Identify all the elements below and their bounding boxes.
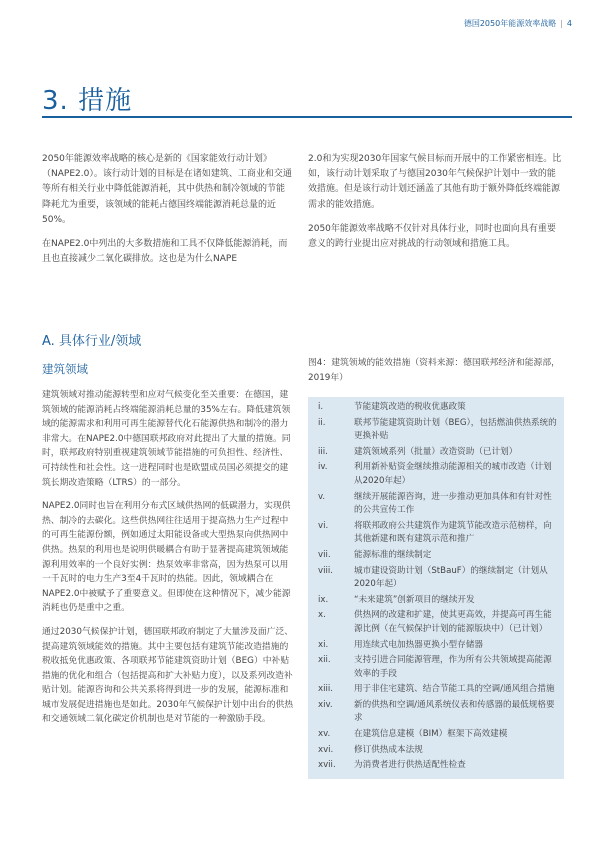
page-title: 3. 措施: [42, 86, 133, 116]
measure-item: [318, 491, 560, 518]
measure-item: [318, 609, 560, 636]
body-left-column: [42, 388, 294, 736]
measure-text: 在建筑信息建模（BIM）框架下高效建模: [354, 729, 508, 740]
measure-text: 用连续式电加热器更换小型存储器: [354, 639, 483, 650]
section-heading: A. 具体行业/领域: [42, 334, 142, 349]
measure-item: [318, 520, 560, 547]
measure-number: vii.: [318, 549, 331, 560]
intro-left-paragraph: 2050年能源效率战略的核心是新的《国家能效行动计划》（NAPE2.0）。该行动计划的目标是在诸如建筑、工商业和交通等所有相关行业中降低能源消耗，其中供热和制冷领域的节能降耗尤为重要，该领域的能耗占德国终端能源消耗总量的近50%。: [42, 154, 292, 225]
body-paragraph: 通过2030气候保护计划，德国联邦政府制定了大量涉及面广泛、提高建筑领域能效的措施。其中主要包括有建筑节能改造措施的税收抵免优惠政策、各项联邦节能建筑资助计划（BEG）中补贴措施的优化和组合（包括提高和扩大补贴力度），以及系列改造补贴计划。能源咨询和公共关系将得到进一步的发展，能源标准和城市发展促进措施也是如此。2030年气候保护计划中出台的供热和交通领域二氧化碳定价机制也是对节能的一种激励手段。: [42, 626, 294, 725]
measure-text: 节能建筑改造的税收优惠政策: [354, 402, 466, 412]
measure-item: [318, 549, 560, 563]
measure-item: [318, 728, 560, 742]
measure-text: 利用新补贴资金继续推动能源相关的城市改造（计划从2020年起）: [354, 462, 552, 486]
measure-text: 支持引进合同能源管理，作为所有公共领域提高能源效率的手段: [354, 655, 552, 679]
measure-number: vi.: [318, 520, 329, 531]
measure-number: xi.: [318, 639, 329, 650]
measure-number: xiv.: [318, 699, 333, 710]
measure-number: ii.: [318, 417, 326, 428]
measure-text: 能源标准的继续制定: [354, 549, 432, 560]
measure-item: [318, 639, 560, 653]
measure-number: x.: [318, 610, 326, 621]
intro-right-column: [308, 152, 564, 261]
measure-text: 城市建设资助计划（StBauF）的继续制定（计划从2020年起）: [354, 565, 548, 590]
intro-left-paragraph: 在NAPE2.0中列出的大多数措施和工具不仅降低能源消耗，而且也直接减少二氧化碳排放。这也是为什么NAPE: [42, 239, 288, 265]
measure-number: xiii.: [318, 684, 333, 695]
measure-item: [318, 744, 560, 758]
measure-item: [318, 401, 560, 415]
measure-number: xvii.: [318, 760, 336, 771]
measure-text: 建筑领域系列（批量）改造资助（已计划）: [354, 446, 518, 457]
measure-text: 修订供热成本法规: [354, 744, 423, 755]
measure-text: 将联邦政府公共建筑作为建筑节能改造示范榜样，向其他新建和既有建筑示范和推广: [354, 520, 552, 545]
header-separator: |: [560, 19, 563, 28]
body-paragraph: NAPE2.0同时也旨在利用分布式区域供热网的低碳潜力，实现供热、制冷的去碳化。这些供热网往往适用于提高热力生产过程中的可再生能源份额，例如通过太阳能设备或大型热泵向供热网中供热。热泵的利用也是说明供暖耦合有助于显著提高建筑领域能源利用效率的一个良好实例：热泵效率非常高，因为热泵可以用一千瓦时的电力生产3至4千瓦时的热能。因此，领域耦合在NAPE2.0中被赋予了重要意义。但即使在这种情况下，减少能源消耗也仍是重中之重。: [42, 501, 291, 614]
subsection-heading: 建筑领域: [42, 362, 88, 376]
measure-number: v.: [318, 491, 326, 502]
measure-text: 新的供热和空调/通风系统仪表和传感器的最低规格要求: [354, 699, 555, 724]
measure-number: xii.: [318, 655, 331, 666]
measure-text: 为消费者进行供热适配性检查: [354, 760, 466, 771]
measure-item: [318, 654, 560, 681]
measure-item: [318, 446, 560, 460]
intro-right-paragraph: 2050年能源效率战略不仅针对具体行业，同时也面向具有重要意义的跨行业提出应对挑战的行动领域和措施工具。: [308, 223, 556, 250]
figure-caption: 图4：建筑领域的能效措施（资料来源：德国联邦经济和能源部，2019年）: [308, 358, 560, 383]
page-number: 4: [566, 19, 572, 28]
measure-number: viii.: [318, 565, 333, 576]
body-paragraph: 建筑领域对推动能源转型和应对气候变化至关重要：在德国，建筑领域的能源消耗占终端能源消耗总量的35%左右。降低建筑领域的能源需求和利用可再生能源替代化石能源供热和制冷的潜力非常大。在NAPE2.0中德国联邦政府对此提出了大量的措施。同时，联邦政府特别重视建筑领域节能措施的可负担性、经济性、可持续性和社会性。这一进程同时也是欧盟成员国必须提交的建筑长期改造策略（LTRS）的一部分。: [42, 390, 291, 488]
measure-number: xv.: [318, 729, 331, 740]
measure-item: [318, 759, 560, 773]
measure-text: “未来建筑”创新项目的继续开发: [354, 594, 475, 605]
header-doc-title: 德国2050年能源效率战略: [463, 19, 557, 28]
measure-item: [318, 565, 560, 592]
measure-number: i.: [318, 402, 324, 412]
measures-list: [308, 397, 564, 773]
measure-item: [318, 683, 560, 697]
measure-text: 供热网的改建和扩建，使其更高效，并提高可再生能源比例（在气候保护计划的能源版块中）（已计划）: [354, 610, 552, 634]
intro-right-paragraph: 2.0和为实现2030年国家气候目标而开展中的工作紧密相连。比如，该行动计划采取了与德国2030年气候保护计划中一致的能效措施。但是该行动计划还涵盖了其他有助于额外降低终端能源需求的能效措施。: [308, 154, 562, 210]
running-header: [464, 18, 572, 29]
measure-number: iii.: [318, 446, 328, 457]
title-rule: [42, 116, 572, 118]
measure-number: xvi.: [318, 744, 334, 755]
measure-item: [318, 699, 560, 726]
measure-item: [318, 461, 560, 488]
measure-number: iv.: [318, 462, 328, 473]
measure-text: 用于非住宅建筑、结合节能工具的空调/通风组合措施: [354, 684, 555, 695]
measure-item: [318, 417, 560, 444]
measure-text: 继续开展能源咨询，进一步推动更加具体和有针对性的公共宣传工作: [354, 491, 552, 516]
measure-number: ix.: [318, 594, 329, 605]
figure-box: [308, 397, 564, 779]
measure-item: [318, 594, 560, 608]
intro-left-column: [42, 152, 292, 276]
measure-text: 联邦节能建筑资助计划（BEG），包括燃油供热系统的更换补贴: [354, 417, 557, 442]
